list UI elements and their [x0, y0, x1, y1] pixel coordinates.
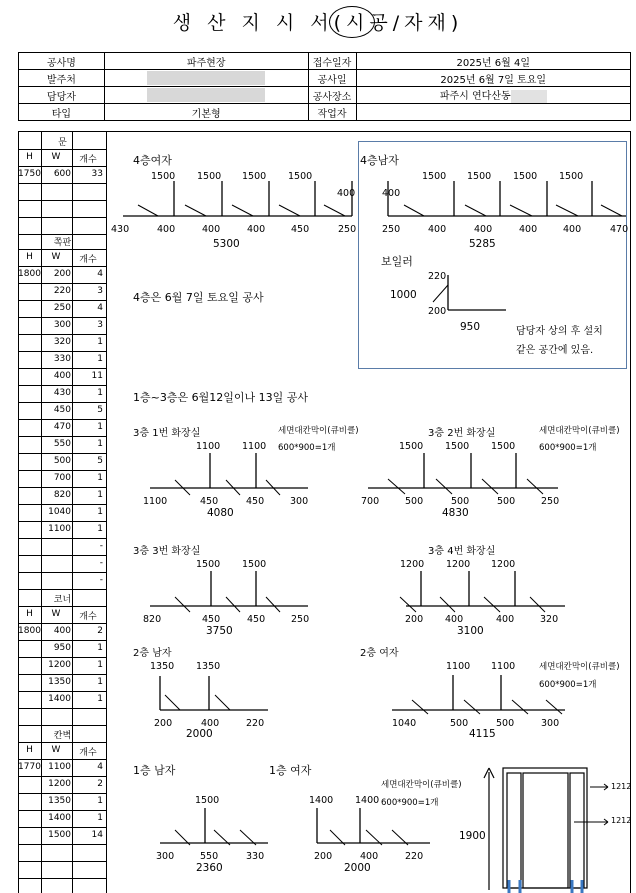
height-arrow: [489, 768, 494, 778]
dimension-label: 1350: [150, 661, 175, 672]
hdr-key: 접수일자: [308, 53, 356, 70]
column-header: H W 개수: [18, 743, 107, 760]
door-line: [465, 205, 486, 216]
door-line: [175, 597, 190, 612]
hdr-value: 2025년 6월 4일: [356, 53, 631, 70]
material-row: 250 4: [18, 301, 107, 318]
door-line: [546, 700, 562, 714]
door-line: [266, 597, 280, 612]
hdr-value: 2025년 6월 7일 토요일: [356, 70, 631, 87]
material-row: 400 11: [18, 369, 107, 386]
dimension-label: 4080: [207, 507, 234, 519]
door-line: [165, 695, 180, 710]
dimension-label: 450: [246, 496, 265, 507]
drawing-title: 4층남자: [360, 154, 399, 167]
dimension-label: 1000: [390, 289, 417, 301]
dimension-label: 1200: [400, 559, 425, 570]
boiler-note: 같은 공간에 있음.: [516, 345, 594, 356]
material-row: 1350 1: [18, 675, 107, 692]
door-line: [601, 205, 622, 216]
hdr-key: 공사명: [19, 53, 105, 70]
material-row: 220 3: [18, 284, 107, 301]
section-title: 칸벽: [18, 726, 107, 743]
boiler-note: 담당자 상의 후 설치: [516, 326, 603, 337]
dimension-label: 1500: [491, 441, 516, 452]
material-row: 1100 1: [18, 522, 107, 539]
dimension-label: 400: [428, 224, 447, 235]
section-title: 문: [18, 133, 107, 150]
hdr-key: 담당자: [19, 87, 105, 104]
door-line: [482, 479, 498, 494]
material-row: 1350 1: [18, 794, 107, 811]
dimension-label: 700: [361, 496, 380, 507]
dimension-label: 400: [474, 224, 493, 235]
dimension-label: 1200: [446, 559, 471, 570]
dimension-label: 220: [246, 718, 265, 729]
dimension-label: 2360: [196, 862, 223, 874]
dimension-label: 2000: [186, 728, 213, 740]
dimension-label: 400: [337, 188, 356, 199]
hdr-key: 작업자: [308, 104, 356, 121]
dimension-label: 820: [143, 614, 162, 625]
door-line: [400, 597, 416, 612]
door-line: [527, 479, 543, 494]
dimension-label: 200: [428, 306, 447, 317]
dimension-label: 1500: [422, 171, 447, 182]
sink-label: 세면대칸막이(큐비클): [539, 426, 620, 436]
dimension-label: 1100: [446, 661, 471, 672]
dimension-label: 3750: [206, 625, 233, 637]
dimension-label: 500: [451, 496, 470, 507]
dimension-label: 200: [314, 851, 333, 862]
material-row: 470 1: [18, 420, 107, 437]
dimension-label: 1400: [355, 795, 380, 806]
dimension-label: 1500: [242, 171, 267, 182]
dimension-label: 400: [519, 224, 538, 235]
column-header: H W 개수: [18, 250, 107, 267]
dimension-label: 1350: [196, 661, 221, 672]
dimension-label: 430: [111, 224, 130, 235]
elevation-post: [570, 773, 584, 888]
hdr-value: 파주시 연다산동: [356, 87, 631, 104]
material-row: 950 1: [18, 641, 107, 658]
dimension-label: 4830: [442, 507, 469, 519]
material-row: 500 5: [18, 454, 107, 471]
dimension-label: 1500: [559, 171, 584, 182]
height-arrow: [484, 768, 489, 778]
drawing-title: 2층 남자: [133, 648, 172, 659]
material-row: 1800 200 4: [18, 267, 107, 284]
dimension-label: 3100: [457, 625, 484, 637]
dimension-label: 1500: [242, 559, 267, 570]
dimension-label: 470: [610, 224, 629, 235]
dimension-label: 250: [338, 224, 357, 235]
dimension-label: 500: [450, 718, 469, 729]
material-row: 1770 1100 4: [18, 760, 107, 777]
document-title: 생 산 지 시 서(시공/자재): [172, 12, 464, 34]
note-1-3f: 1층~3층은 6월12일이나 13일 공사: [133, 391, 308, 404]
hdr-key: 타입: [19, 104, 105, 121]
material-row: -: [18, 539, 107, 556]
boiler-door: [433, 285, 448, 302]
door-line: [324, 205, 345, 216]
material-row: 1040 1: [18, 505, 107, 522]
dimension-label: 1500: [288, 171, 313, 182]
dimension-label: 1500: [197, 171, 222, 182]
material-row: 320 1: [18, 335, 107, 352]
column-header: H W 개수: [18, 607, 107, 624]
material-row: -: [18, 573, 107, 590]
sink-label: 세면대칸막이(큐비클): [381, 780, 462, 790]
dimension-label: 1100: [196, 441, 221, 452]
dimension-label: 550: [200, 851, 219, 862]
dimension-label: 1500: [151, 171, 176, 182]
dimension-label: 5285: [469, 238, 496, 250]
dimension-label: 450: [291, 224, 310, 235]
dimension-label: 1100: [491, 661, 516, 672]
dimension-label: 400: [202, 224, 221, 235]
note-4f: 4층은 6월 7일 토요일 공사: [133, 291, 264, 304]
dimension-label: 2000: [344, 862, 371, 874]
material-row: 1500 14: [18, 828, 107, 845]
dimension-label: 1500: [513, 171, 538, 182]
dimension-label: 400: [445, 614, 464, 625]
dimension-label: 300: [290, 496, 309, 507]
dimension-label: 400: [360, 851, 379, 862]
door-line: [464, 700, 480, 714]
dimension-label: 1500: [445, 441, 470, 452]
sink-size: 600*900=1개: [539, 680, 597, 690]
dimension-label: 400: [247, 224, 266, 235]
dimension-label: 450: [200, 496, 219, 507]
hdr-value: 기본형: [104, 104, 308, 121]
dimension-label: 500: [497, 496, 516, 507]
drawing-title: 1층 여자: [269, 764, 312, 777]
dimension-label: 400: [563, 224, 582, 235]
door-line: [215, 695, 230, 710]
door-line: [138, 205, 158, 216]
section-title: 코너: [18, 590, 107, 607]
dimension-label: 4115: [469, 728, 496, 740]
door-line: [226, 597, 240, 612]
sink-size: 600*900=1개: [539, 443, 597, 453]
material-row: 1400 1: [18, 811, 107, 828]
door-line: [232, 205, 253, 216]
dimension-label: 500: [496, 718, 515, 729]
dimension-label: 500: [405, 496, 424, 507]
dimension-label: 450: [202, 614, 221, 625]
material-row: 1400 1: [18, 692, 107, 709]
material-row: 1750 600 33: [18, 167, 107, 184]
dimension-label: 1500: [467, 171, 492, 182]
dimension-label: 450: [247, 614, 266, 625]
dimension-label: 1500: [196, 559, 221, 570]
dimension-label: 1100: [242, 441, 267, 452]
dimension-label: 1212: [611, 816, 632, 825]
door-line: [530, 597, 545, 612]
door-line: [484, 597, 500, 612]
dimension-label: 320: [540, 614, 559, 625]
dimension-label: 950: [460, 321, 481, 333]
door-line: [279, 205, 300, 216]
material-row: 550 1: [18, 437, 107, 454]
drawing-title: 4층여자: [133, 154, 172, 167]
elevation-door: [523, 773, 568, 888]
dimension-label: 1900: [459, 830, 486, 842]
dimension-label: 220: [428, 271, 447, 282]
door-line: [388, 479, 405, 494]
hdr-key: 공사일: [308, 70, 356, 87]
dimension-label: 1100: [143, 496, 168, 507]
drawing-title: 보일러: [381, 255, 413, 268]
drawing-title: 3층 4번 화장실: [428, 546, 496, 557]
elevation-post: [507, 773, 521, 888]
door-line: [512, 700, 528, 714]
sink-label: 세면대칸막이(큐비클): [278, 426, 359, 436]
material-row: 1800 400 2: [18, 624, 107, 641]
dimension-label: 250: [541, 496, 560, 507]
dimension-label: 330: [246, 851, 265, 862]
drawing-title: 3층 1번 화장실: [133, 428, 201, 439]
dimension-label: 1400: [309, 795, 334, 806]
drawing-title: 2층 여자: [360, 648, 399, 659]
drawing-title: 3층 2번 화장실: [428, 428, 496, 439]
drawing-title: 1층 남자: [133, 764, 176, 777]
dimension-label: 400: [157, 224, 176, 235]
door-line: [404, 205, 424, 216]
material-row: -: [18, 556, 107, 573]
material-row: 430 1: [18, 386, 107, 403]
material-row: 330 1: [18, 352, 107, 369]
dimension-label: 1500: [399, 441, 424, 452]
column-header: H W 개수: [18, 150, 107, 167]
drawing-title: 3층 3번 화장실: [133, 546, 201, 557]
sink-size: 600*900=1개: [278, 443, 336, 453]
dimension-label: 400: [496, 614, 515, 625]
dimension-label: 300: [156, 851, 175, 862]
dimension-label: 250: [382, 224, 401, 235]
dimension-label: 5300: [213, 238, 240, 250]
dimension-label: 220: [405, 851, 424, 862]
dimension-label: 400: [201, 718, 220, 729]
material-row: 700 1: [18, 471, 107, 488]
door-line: [556, 205, 578, 216]
dimension-label: 1212: [611, 782, 632, 791]
door-line: [436, 479, 452, 494]
material-row: 820 1: [18, 488, 107, 505]
material-row: 300 3: [18, 318, 107, 335]
dimension-label: 300: [541, 718, 560, 729]
door-line: [185, 205, 206, 216]
sink-size: 600*900=1개: [381, 798, 439, 808]
material-row: 1200 1: [18, 658, 107, 675]
hdr-key: 공사장소: [308, 87, 356, 104]
sink-label: 세면대칸막이(큐비클): [539, 662, 620, 672]
dimension-label: 200: [154, 718, 173, 729]
dimension-label: 400: [382, 188, 401, 199]
material-row: 450 5: [18, 403, 107, 420]
door-line: [440, 597, 455, 612]
hdr-value: 파주현장: [104, 53, 308, 70]
dimension-label: 250: [291, 614, 310, 625]
hdr-key: 발주처: [19, 70, 105, 87]
dimension-label: 1200: [491, 559, 516, 570]
dimension-label: 1500: [195, 795, 220, 806]
dimension-label: 200: [405, 614, 424, 625]
elevation-outline: [503, 768, 587, 888]
dimension-label: 1040: [392, 718, 417, 729]
door-line: [412, 700, 428, 714]
door-line: [510, 205, 532, 216]
section-title: 쪽판: [18, 233, 107, 250]
material-row: 1200 2: [18, 777, 107, 794]
